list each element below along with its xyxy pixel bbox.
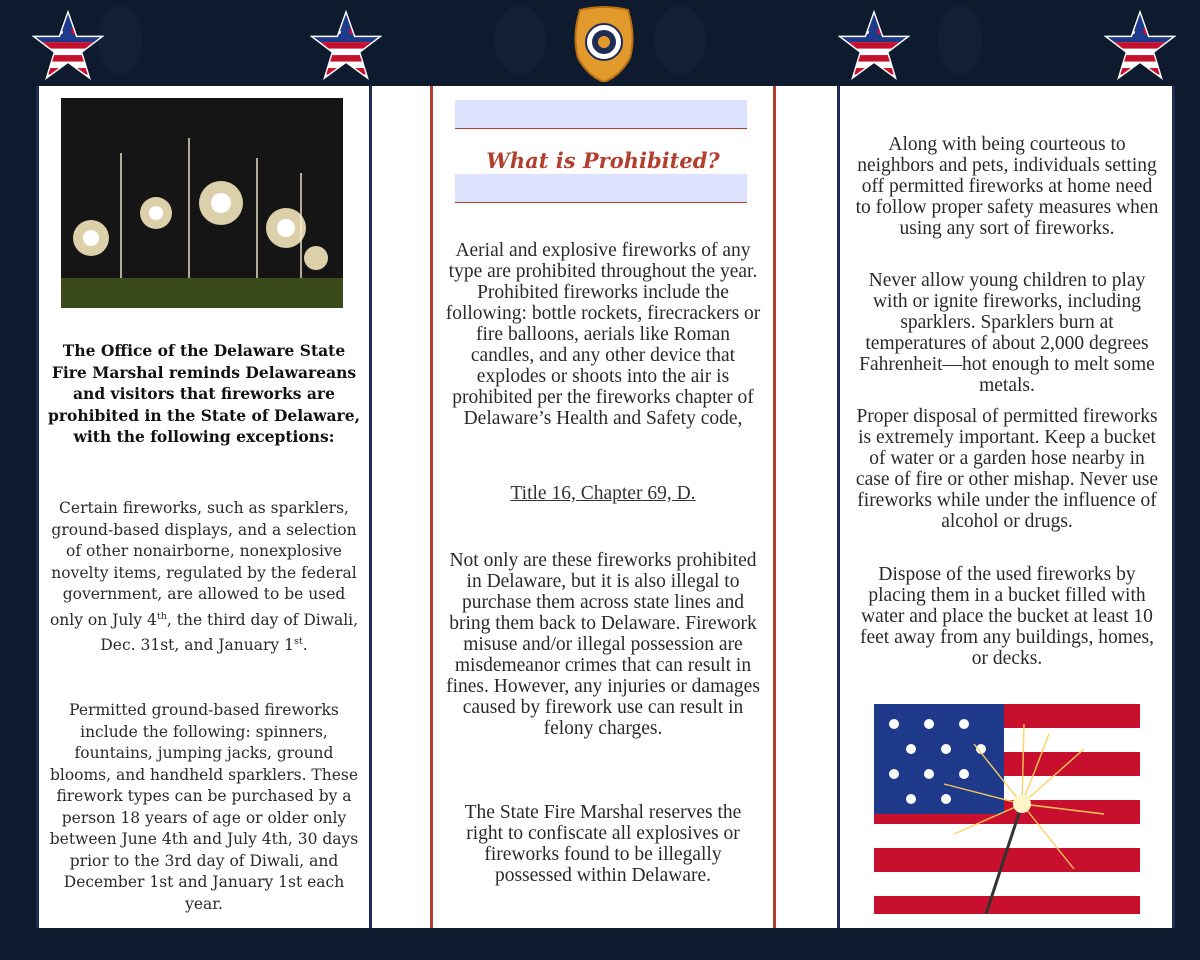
flag-star-icon	[838, 10, 910, 80]
lead-statement: The Office of the Delaware State Fire Marshal reminds Delawareans and visitors that fireworks are prohibited in the State of Delaware, with the following exceptions:	[48, 341, 360, 446]
left-panel	[36, 86, 372, 928]
right-panel	[837, 86, 1175, 928]
fold-gap	[776, 86, 837, 928]
disposal-paragraph: Proper disposal of permitted fireworks is extremely important. Keep a bucket of water or a garden hose nearby in case of fire or other mishap. Never use fireworks while under the influence of alcohol or drugs.	[855, 406, 1159, 532]
police-badge-icon	[572, 6, 636, 82]
children-paragraph: Never allow young children to play with or ignite fireworks, including sparklers. Sparklers burn at temperatures of about 2,000 degrees Fahrenheit—hot enough to melt some metals.	[859, 270, 1155, 396]
heading-bar-top	[455, 100, 747, 129]
permitted-paragraph: Permitted ground-based fireworks include the following: spinners, fountains, jumping jacks, ground blooms, and handheld sparklers. These firework types can be purchased by a person 18 years of age or older only between June 4th and July 4th, 30 days prior to the 3rd day of Diwali, and December 1st and January 1st each year.	[49, 701, 359, 913]
fireworks-photo	[61, 98, 343, 308]
dispose-used-paragraph: Dispose of the used fireworks by placing them in a bucket filled with water and place the bucket at least 10 feet away from any buildings, homes, or decks.	[859, 564, 1155, 669]
illegal-paragraph: Not only are these fireworks prohibited in Delaware, but it is also illegal to purchase them across state lines and bring them back to Delaware. Firework misuse and/or illegal possession are misdemeanor crimes that can result in fines. However, any injuries or damages caused by firework use can result in felony charges.	[446, 550, 760, 739]
flag-star-icon	[310, 10, 382, 80]
prohibited-paragraph: Aerial and explosive fireworks of any type are prohibited throughout the year. Prohibited fireworks include the following: bottle rockets, firecrackers or fire balloons, aerials like Roman candles, and any other device that explodes or shoots into the air is prohibited per the fireworks chapter of Delaware’s Health and Safety code,	[445, 240, 761, 429]
fold-gap	[372, 86, 430, 928]
confiscate-paragraph: The State Fire Marshal reserves the right to confiscate all explosives or fireworks found to be illegally possessed within Delaware.	[464, 802, 742, 886]
flag-star-icon	[1104, 10, 1176, 80]
middle-panel	[430, 86, 776, 928]
code-reference-link[interactable]: Title 16, Chapter 69, D.	[510, 483, 696, 504]
courtesy-paragraph: Along with being courteous to neighbors and pets, individuals setting off permitted fireworks at home need to follow proper safety measures when using any sort of fireworks.	[855, 134, 1159, 239]
exceptions-paragraph: Certain fireworks, such as sparklers, ground-based displays, and a selection of other nonairborne, nonexplosive novelty items, regulated by the federal government, are allowed to be used only on July 4th, the third day of Diwali, Dec. 31st, and January 1st.	[49, 499, 359, 655]
sparkler-flag-photo	[874, 704, 1140, 914]
flag-star-icon	[32, 10, 104, 80]
heading-bar-bottom	[455, 174, 747, 203]
section-heading: What is Prohibited?	[486, 148, 720, 173]
